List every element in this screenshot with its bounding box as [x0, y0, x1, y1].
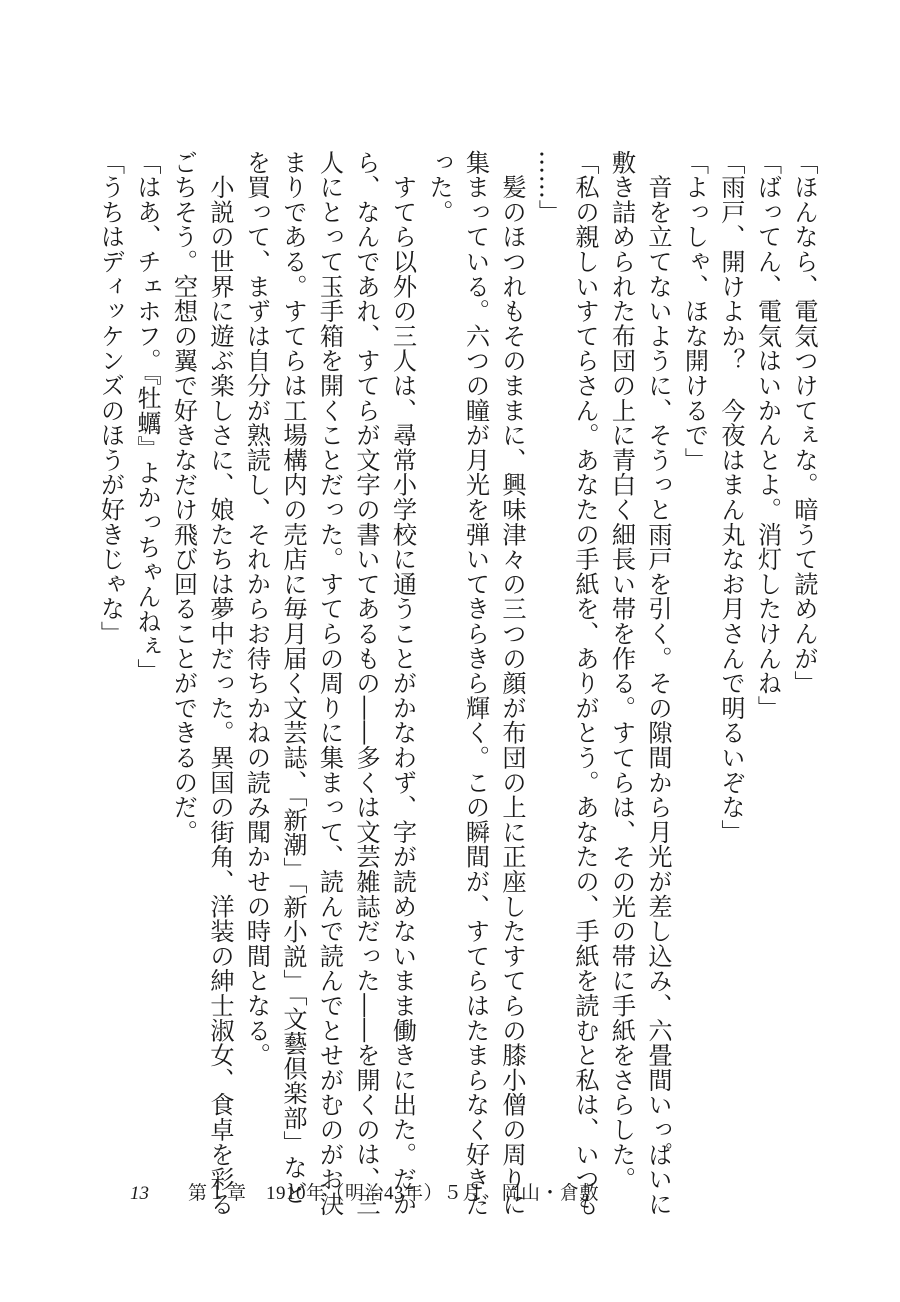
- page-number: 13: [130, 1183, 149, 1204]
- text-line: 人にとって玉手箱を開くことだった。すてらの周りに集まって、読んで読んでとせがむのがお決: [315, 150, 344, 1217]
- text-line: ごちそう。空想の翼で好きなだけ飛び回ることができるのだ。: [169, 150, 198, 845]
- text-line: 敷き詰められた布団の上に青白く細長い帯を作る。すてらは、その光の帯に手紙をさらした。: [607, 150, 636, 1192]
- text-line: 小説の世界に遊ぶ楽しさに、娘たちは夢中だった。異国の街角、洋装の紳士淑女、食卓を彩る: [206, 150, 234, 1217]
- text-line: 「はあ、チェホフ。『牡蠣』よかっちゃんねぇ」: [133, 150, 161, 684]
- text-line: 「雨戸、開けよか？ 今夜はまん丸なお月さんで明るいぞな」: [717, 150, 745, 845]
- text-line: った。: [425, 150, 453, 225]
- text-line: まりである。すてらは工場構内の売店に毎月届く文芸誌、「新潮」「新小説」「文藝倶楽部」など: [279, 150, 307, 1205]
- text-line: 「ばってん、電気はいかんとよ。消灯したけんね」: [753, 150, 782, 721]
- running-head: 第１章 1910年（明治43年）５月 岡山・倉敷: [188, 1183, 600, 1204]
- text-line: 音を立てないように、そうっと雨戸を引く。その隙間から月光が差し込み、六畳間いっぱいに: [644, 150, 672, 1217]
- text-line: ……」: [534, 150, 563, 225]
- text-line: 集まっている。六つの瞳が月光を弾いてきらきら輝く。この瞬間が、すてらはたまらなく好きだ: [461, 150, 490, 1217]
- text-line: 「私の親しいすてらさん。あなたの手紙を、ありがとう。あなたの、手紙を読むと私は、いつも: [571, 150, 599, 1217]
- text-line: ら、なんであれ、すてらが文字の書いてあるもの――多くは文芸雑誌だった――を開くのは、三: [352, 150, 380, 1217]
- text-line: すてら以外の三人は、尋常小学校に通うことがかなわず、字が読めないまま働きに出た。だか: [388, 150, 417, 1217]
- text-line: 「うちはディッケンズのほうが好きじゃな」: [96, 150, 125, 646]
- text-line: 髪のほつれもそのままに、興味津々の三つの顔が布団の上に正座したすてらの膝小僧の周りに: [498, 150, 526, 1217]
- text-line: 「ほんなら、電気つけてぇな。暗うて読めんが」: [790, 150, 818, 696]
- text-line: 「よっしゃ、ほな開けるで」: [680, 150, 709, 473]
- page-footer: [130, 1178, 599, 1205]
- text-line: を買って、まずは自分が熟読し、それからお待ちかねの読み聞かせの時間となる。: [242, 150, 271, 1068]
